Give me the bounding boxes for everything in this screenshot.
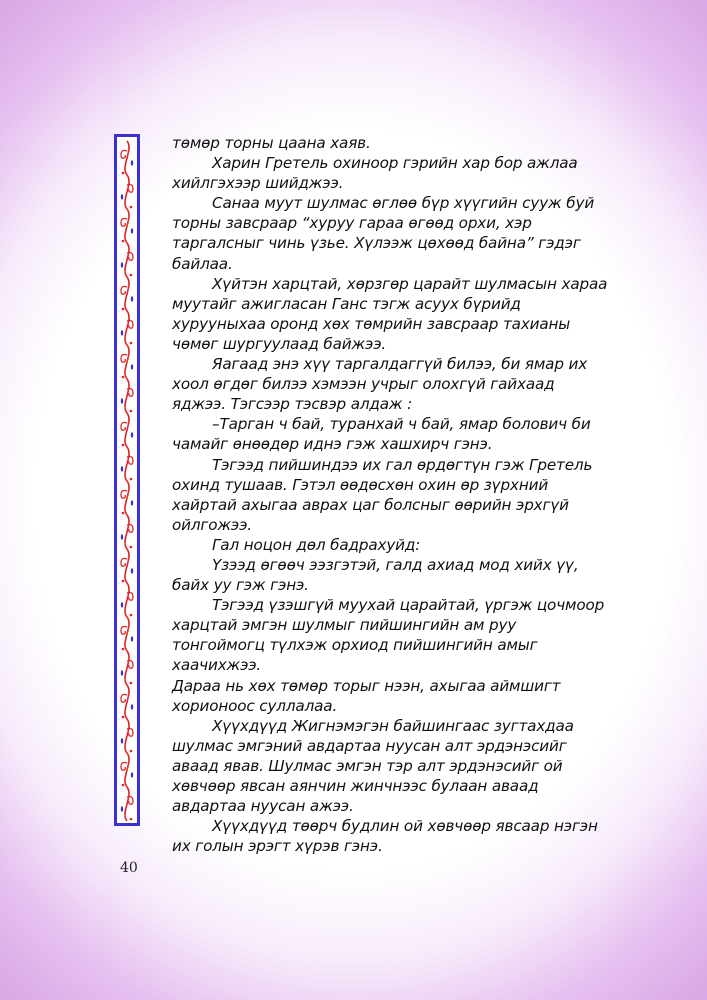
paragraph: Харин Гретель охиноор гэрийн хар бор ажлаа хийлгэхээр шийджээ. <box>172 154 578 193</box>
vine-curl <box>121 491 127 499</box>
vine-bud <box>122 580 125 583</box>
vine-leaf <box>131 568 133 573</box>
vine-leaf <box>131 772 133 777</box>
vine-curl <box>121 151 127 159</box>
vine-curl <box>121 695 127 703</box>
vine-bud <box>122 512 125 515</box>
vine-bud <box>122 376 125 379</box>
paragraph: Тэгээд үзэшгүй муухай царайтай, үргэж цочмоор харцтай эмгэн шулмыг пийшингийн ам руу тонгоймогц түлхэж орхиод пийшингийн амыг хаачихжээ. <box>172 596 605 675</box>
paragraph: Дараа нь хөх төмөр торыг нээн, ахыгаа аймшигт хорионоос суллалаа. <box>172 676 561 715</box>
vine-leaf <box>131 704 133 709</box>
vine-leaf <box>131 296 133 301</box>
vine-stem <box>125 141 129 821</box>
vine-leaf <box>121 194 123 199</box>
vine-leaf <box>131 228 133 233</box>
vine-curl <box>121 559 127 567</box>
vine-bud <box>122 716 125 719</box>
vine-curl <box>121 287 127 295</box>
vine-bud <box>130 206 133 209</box>
vine-bud <box>130 546 133 549</box>
paragraph: Хүүхдүүд Жигнэмэгэн байшингаас зугтахдаа шулмас эмгэний авдартаа нуусан алт эрдэнэсийг аваад явав. Шулмас эмгэн тэр алт эрдэнэсийг ой хөвчөөр явсан аянчин жинчнээс булаан аваад авдартаа нуусан ажээ. <box>172 716 574 816</box>
vine-bud <box>130 274 133 277</box>
vine-leaf <box>121 534 123 539</box>
vine-bud <box>122 648 125 651</box>
vine-bud <box>130 682 133 685</box>
vine-bud <box>130 478 133 481</box>
paragraph: –Тарган ч бай, туранхай ч бай, ямар болович би чамайг өнөөдөр иднэ гэж хашхирч гэнэ. <box>172 415 591 454</box>
vine-ornament <box>117 137 137 823</box>
vine-curl <box>121 219 127 227</box>
vine-leaf <box>121 330 123 335</box>
vine-leaf <box>121 466 123 471</box>
paragraph: Хүүхдүүд төөрч будлин ой хөвчөөр явсаар нэгэн их голын эрэгт хүрэв гэнэ. <box>172 817 598 856</box>
vine-leaf <box>121 670 123 675</box>
vine-bud <box>122 172 125 175</box>
paragraph: Яагаад энэ хүү таргалдаггүй билээ, би ямар их хоол өгдөг билээ хэмээн учрыг олохгүй гайхаад яджээ. Тэгсээр тэсвэр алдаж : <box>172 355 588 414</box>
vine-leaf <box>131 432 133 437</box>
paragraph: Хүйтэн харцтай, хөрзгөр царайт шулмасын хараа муутайг ажигласан Ганс тэгж асуух бүрийд хурууныхаа оронд хөх төмрийн завсраар тахианы чөмөг шургуулаад байжээ. <box>172 274 608 353</box>
vine-leaf <box>121 806 123 811</box>
vine-curl <box>121 355 127 363</box>
vine-bud <box>122 444 125 447</box>
paragraph: Тэгээд пийшиндээ их гал өрдөгтүн гэж Гретель охинд тушаав. Гэтэл өөдөсхөн охин өр зүрхний хайртай ахыгаа аврах цаг болсныг өөрийн эрхгүй ойлгожээ. <box>172 455 593 534</box>
page-number: 40 <box>120 860 138 876</box>
vine-bud <box>122 308 125 311</box>
vine-leaf <box>121 262 123 267</box>
paragraph: Гал ноцон дөл бадрахуйд: <box>212 535 421 554</box>
vine-bud <box>130 410 133 413</box>
vine-curl <box>121 627 127 635</box>
vine-curl <box>121 763 127 771</box>
paragraph: Санаа муут шулмас өглөө бүр хүүгийн сууж буй торны завсраар “хуруу гараа өгөөд орхи, хэр таргалсныг чинь үзье. Хүлээж цөхөөд байна” гэдэг байлаа. <box>172 194 595 273</box>
story-text <box>172 133 612 856</box>
vine-leaf <box>121 738 123 743</box>
vine-leaf <box>131 500 133 505</box>
vine-bud <box>130 818 133 821</box>
vine-bud <box>122 784 125 787</box>
vine-leaf <box>131 160 133 165</box>
vine-bud <box>130 342 133 345</box>
vine-bud <box>122 240 125 243</box>
vine-leaf <box>121 602 123 607</box>
vine-leaf <box>121 398 123 403</box>
paragraph: төмөр торны цаана хаяв. <box>172 134 371 152</box>
vine-bud <box>130 614 133 617</box>
vine-curl <box>121 423 127 431</box>
decorative-border <box>114 134 140 826</box>
vine-leaf <box>131 636 133 641</box>
vine-bud <box>130 750 133 753</box>
vine-leaf <box>131 364 133 369</box>
paragraph: Үзээд өгөөч ээзгэтэй, галд ахиад мод хийх үү, байх уу гэж гэнэ. <box>172 555 579 595</box>
